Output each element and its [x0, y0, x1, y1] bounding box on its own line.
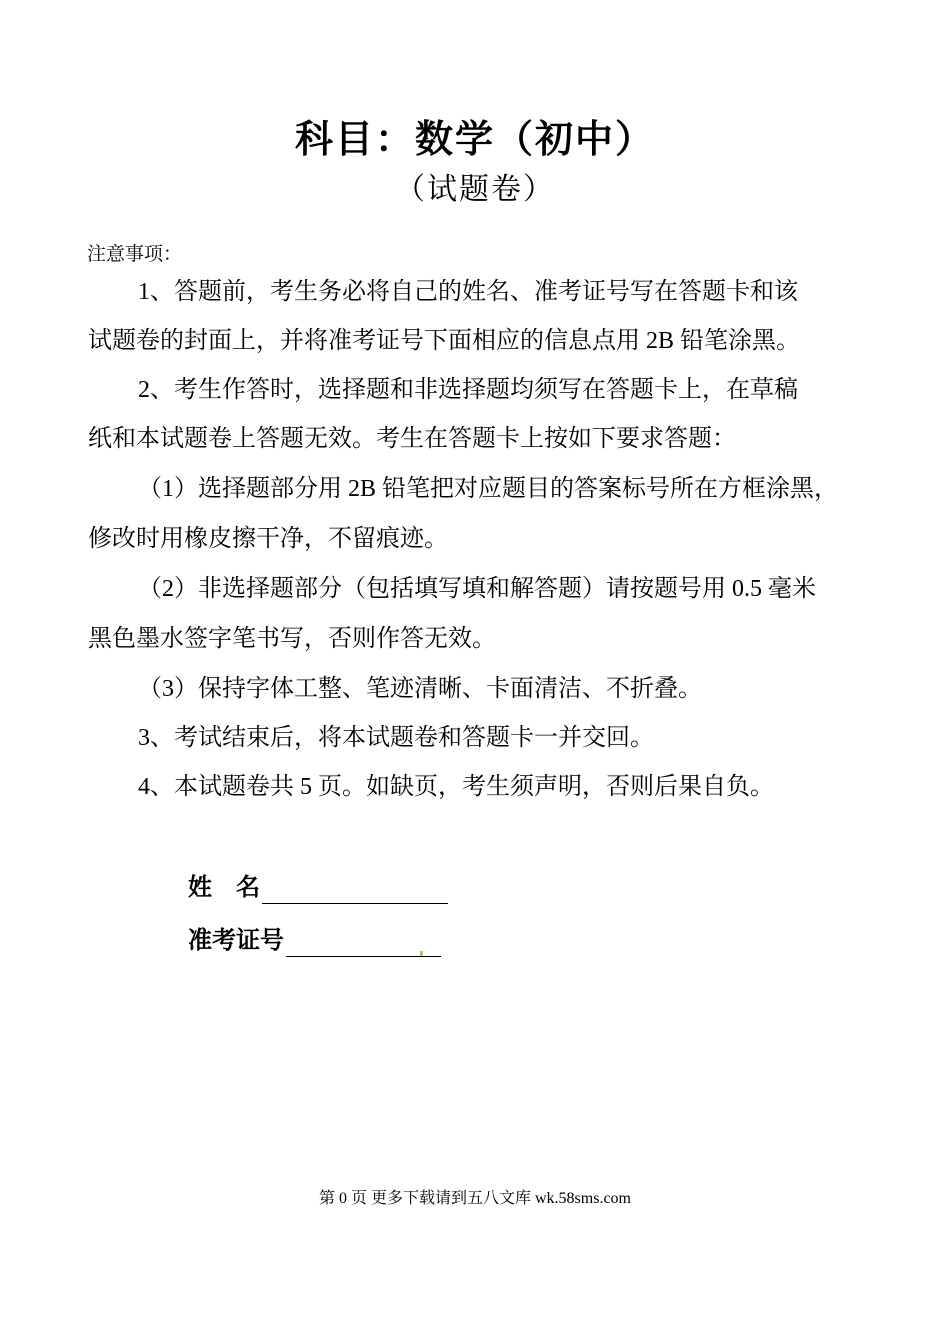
page-title: 科目：数学（初中） — [294, 119, 655, 161]
notes-heading: 注意事项： — [87, 243, 183, 265]
notes-line: 试题卷的封面上，并将准考证号下面相应的信息点用 2B 铅笔涂黑。 — [88, 328, 801, 354]
notes-line: （2）非选择题部分（包括填写填和解答题）请按题号用 0.5 毫米 — [138, 576, 816, 602]
notes-line: 修改时用橡皮擦干净，不留痕迹。 — [88, 526, 448, 552]
name-blank-line — [262, 877, 448, 904]
notes-line: （3）保持字体工整、笔迹清晰、卡面清洁、不折叠。 — [138, 676, 702, 702]
exam-id-blank-line — [286, 930, 441, 957]
page-subtitle: （试题卷） — [395, 173, 555, 206]
name-field — [188, 872, 448, 904]
exam-id-field — [188, 925, 441, 957]
ink-dot — [420, 951, 423, 956]
notes-line: 纸和本试题卷上答题无效。考生在答题卡上按如下要求答题： — [88, 426, 736, 452]
notes-line: 4、本试题卷共 5 页。如缺页，考生须声明，否则后果自负。 — [138, 774, 774, 800]
notes-line: （1）选择题部分用 2B 铅笔把对应题目的答案标号所在方框涂黑， — [138, 476, 839, 502]
exam-id-label: 准考证号 — [188, 928, 284, 954]
notes-line: 1、答题前，考生务必将自己的姓名、准考证号写在答题卡和该 — [138, 279, 798, 305]
notes-line: 3、考试结束后，将本试题卷和答题卡一并交回。 — [138, 725, 654, 751]
notes-line: 2、考生作答时，选择题和非选择题均须写在答题卡上，在草稿 — [138, 377, 798, 403]
notes-line: 黑色墨水签字笔书写，否则作答无效。 — [88, 626, 496, 652]
page-footer: 第 0 页 更多下载请到五八文库 wk.58sms.com — [318, 1190, 631, 1207]
name-label: 姓 名 — [188, 875, 260, 901]
